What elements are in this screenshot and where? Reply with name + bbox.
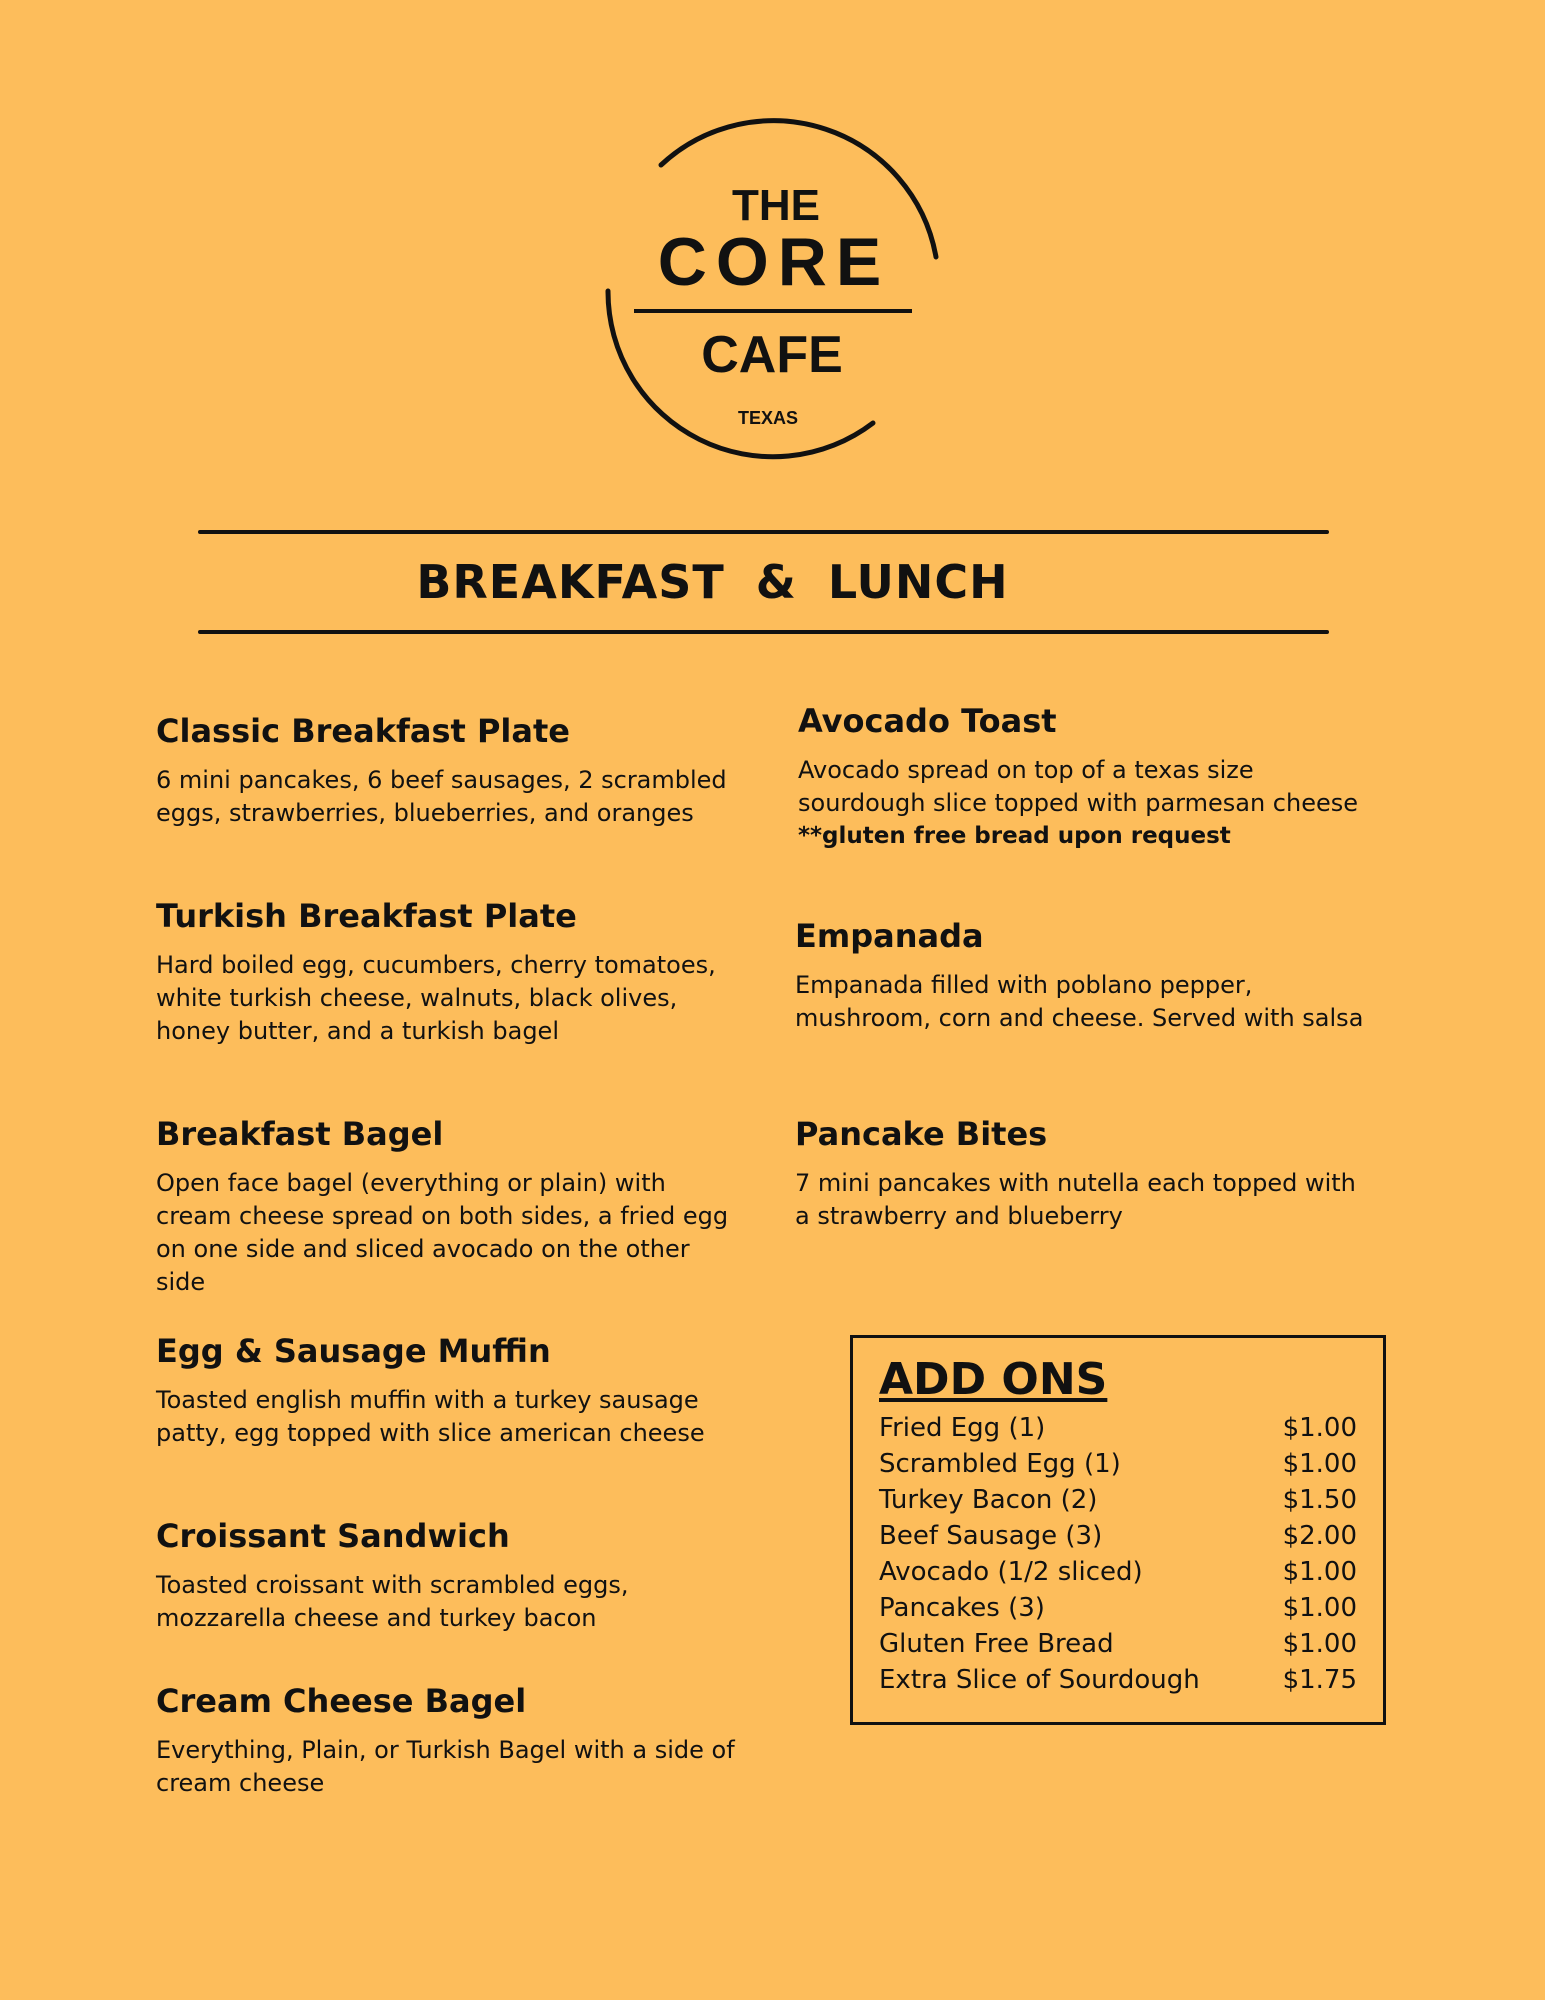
- menu-item-description: 6 mini pancakes, 6 beef sausages, 2 scrambled eggs, strawberries, blueberries, and oranges: [156, 766, 727, 827]
- add-on-price: $1.00: [1282, 1593, 1357, 1623]
- add-on-name: Extra Slice of Sourdough: [879, 1665, 1200, 1695]
- menu-item: [156, 1517, 736, 1635]
- heading-top-rule: [198, 530, 1329, 534]
- menu-item-description: Hard boiled egg, cucumbers, cherry tomatoes, white turkish cheese, walnuts, black olives, honey butter, and a turkish bagel: [156, 951, 716, 1045]
- menu-item-description: Avocado spread on top of a texas size sourdough slice topped with parmesan cheese: [798, 756, 1359, 817]
- add-on-name: Scrambled Egg (1): [879, 1449, 1121, 1479]
- logo-state-text: TEXAS: [737, 408, 799, 428]
- add-on-row: [879, 1554, 1357, 1590]
- add-on-row: [879, 1518, 1357, 1554]
- add-on-price: $2.00: [1282, 1521, 1357, 1551]
- add-ons-box: [850, 1335, 1386, 1725]
- menu-item-note: **gluten free bread upon request: [798, 823, 1231, 849]
- logo-core-text: CORE: [657, 224, 891, 300]
- menu-item-title: Breakfast Bagel: [156, 1115, 444, 1153]
- add-on-price: $1.00: [1282, 1557, 1357, 1587]
- menu-item-description: Everything, Plain, or Turkish Bagel with a side of cream cheese: [156, 1736, 735, 1797]
- add-on-row: [879, 1662, 1357, 1698]
- menu-item: [795, 917, 1375, 1035]
- logo-the-text: THE: [732, 181, 820, 230]
- add-on-price: $1.00: [1282, 1629, 1357, 1659]
- add-on-row: [879, 1410, 1357, 1446]
- menu-item: [795, 1115, 1375, 1233]
- menu-item-description: Toasted croissant with scrambled eggs, mozzarella cheese and turkey bacon: [156, 1571, 629, 1632]
- menu-item: [156, 1115, 736, 1299]
- heading-bottom-rule: [198, 630, 1329, 634]
- add-on-name: Turkey Bacon (2): [879, 1485, 1098, 1515]
- menu-item-title: Turkish Breakfast Plate: [156, 897, 577, 935]
- menu-item-title: Avocado Toast: [798, 702, 1057, 740]
- menu-item: [156, 1682, 736, 1800]
- add-on-name: Gluten Free Bread: [879, 1629, 1114, 1659]
- add-on-row: [879, 1626, 1357, 1662]
- add-on-price: $1.75: [1282, 1665, 1357, 1695]
- menu-item: [156, 897, 736, 1048]
- menu-item-description: 7 mini pancakes with nutella each topped with a strawberry and blueberry: [795, 1169, 1356, 1230]
- add-on-name: Pancakes (3): [879, 1593, 1045, 1623]
- menu-item-description: Open face bagel (everything or plain) with cream cheese spread on both sides, a fried egg on one side and sliced avocado on the other side: [156, 1169, 729, 1296]
- menu-item: [798, 702, 1378, 853]
- logo-badge: [596, 115, 946, 465]
- menu-item: [156, 712, 736, 830]
- add-ons-title: ADD ONS: [879, 1354, 1108, 1405]
- add-on-name: Avocado (1/2 sliced): [879, 1557, 1143, 1587]
- menu-item-title: Pancake Bites: [795, 1115, 1048, 1153]
- add-on-name: Beef Sausage (3): [879, 1521, 1103, 1551]
- add-on-row: [879, 1482, 1357, 1518]
- logo-cafe-text: CAFE: [701, 326, 843, 384]
- add-on-price: $1.50: [1282, 1485, 1357, 1515]
- add-on-price: $1.00: [1282, 1413, 1357, 1443]
- add-on-row: [879, 1446, 1357, 1482]
- add-ons-list: [879, 1410, 1357, 1698]
- menu-item-description: Toasted english muffin with a turkey sausage patty, egg topped with slice american cheese: [156, 1386, 705, 1447]
- add-on-price: $1.00: [1282, 1449, 1357, 1479]
- add-on-name: Fried Egg (1): [879, 1413, 1046, 1443]
- add-on-row: [879, 1590, 1357, 1626]
- menu-item-title: Classic Breakfast Plate: [156, 712, 570, 750]
- cafe-logo: [596, 115, 946, 465]
- menu-item-title: Cream Cheese Bagel: [156, 1682, 527, 1720]
- menu-item-title: Egg & Sausage Muffin: [156, 1332, 551, 1370]
- menu-item: [156, 1332, 736, 1450]
- menu-item-title: Empanada: [795, 917, 984, 955]
- menu-item-description: Empanada filled with poblano pepper, mushroom, corn and cheese. Served with salsa: [795, 971, 1364, 1032]
- menu-item-title: Croissant Sandwich: [156, 1517, 510, 1555]
- page-heading: BREAKFAST & LUNCH: [416, 555, 1009, 609]
